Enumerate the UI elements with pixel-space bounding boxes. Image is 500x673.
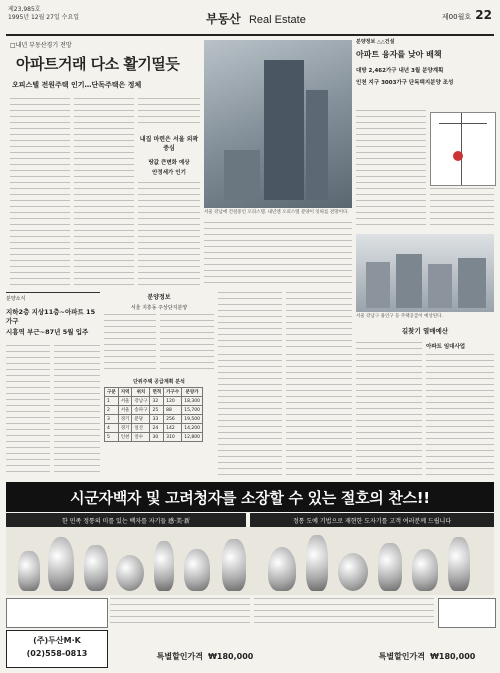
lead-subhead: 오피스텔 전원주택 인기…단독주택은 정체	[12, 81, 142, 89]
table-cell: 서울	[118, 397, 132, 406]
section-title-en: Real Estate	[248, 14, 306, 26]
right-top-line2: 대방 2,462가구 내년 3월 분양계획	[356, 68, 444, 74]
vase-image	[378, 543, 402, 591]
table-cell: 서울	[118, 406, 132, 415]
building-photo	[204, 40, 352, 208]
table-cell: 18,300	[182, 397, 203, 406]
issue-number: 제23,985호	[8, 6, 41, 13]
table-cell: 분당	[132, 415, 150, 424]
ad-price-center	[130, 644, 280, 661]
lead-side-sub2: 안정세가 인기	[152, 170, 186, 176]
table-cell: 310	[164, 433, 182, 442]
table-header-cell: 분양가	[182, 388, 203, 397]
ad-sub-right: 정통 도예 기법으로 재현한 도자기를 고객 여러분께 드립니다	[250, 513, 494, 527]
table-cell: 연수	[132, 433, 150, 442]
table-row	[105, 397, 203, 406]
vase-image	[84, 545, 108, 591]
ad-sub-left: 한 민족 정통의 미를 있는 백자를 자기들 感·美·新	[6, 513, 246, 527]
right-top-body	[356, 110, 426, 230]
table-row	[105, 424, 203, 433]
table-cell: 19,500	[182, 415, 203, 424]
apt-block-4	[458, 258, 486, 308]
table-header-cell: 지역	[118, 388, 132, 397]
apt-block-2	[396, 254, 422, 308]
ad-phone: (02)558-0813	[26, 649, 88, 658]
vase-image	[154, 541, 174, 591]
right-top-line3: 인천 지구 3003가구 단독택지분양 조성	[356, 80, 454, 86]
lead-side-heading-box	[138, 130, 200, 180]
header-rule	[6, 34, 494, 36]
table-cell: 24	[150, 424, 164, 433]
apt-block-3	[428, 264, 452, 308]
vase-image	[306, 535, 328, 591]
table-cell: 256	[164, 415, 182, 424]
vase-image	[412, 549, 438, 591]
page-number-value: 22	[475, 8, 492, 22]
lead-side-sub1: 땅값 큰변화 예상	[148, 160, 190, 166]
tower-shape	[264, 60, 304, 200]
photo-caption: 서울 강남에 건설중인 오피스텔. 내년엔 오피스텔 분양이 잇따를 전망이다.	[204, 210, 349, 215]
table-row	[105, 433, 203, 442]
table-cell: 4	[105, 424, 119, 433]
vase-image	[18, 551, 40, 591]
lead-article-head	[6, 38, 201, 96]
table-cell: 33	[150, 415, 164, 424]
left-lower-headline-2: 시흥역 부근~87년 5월 입주	[6, 328, 89, 336]
table-cell: 송파구	[132, 406, 150, 415]
vase-image	[48, 537, 74, 591]
ad-vase-photo	[6, 527, 494, 595]
table-cell: 142	[164, 424, 182, 433]
page-prefix: 제00월호	[441, 13, 472, 21]
table-cell: 경기	[118, 424, 132, 433]
lead-body-col-3-top	[138, 98, 200, 128]
apartment-caption: 서울 강남구 용인구 등 주택공급이 예상된다.	[356, 314, 443, 319]
right-mid-heading-2: 아파트 임대사업	[426, 344, 466, 350]
table-cell: 15,700	[182, 406, 203, 415]
table-cell: 14,200	[182, 424, 203, 433]
table-cell: 25	[150, 406, 164, 415]
issue-date: 1995년 12월 27일 수요일	[8, 14, 80, 21]
section-title-kr: 부동산	[206, 12, 241, 26]
left-lower-article	[6, 292, 100, 477]
lead-kicker: □내년 부동산경기 전망	[10, 42, 72, 49]
ad-price: ₩180,000	[208, 652, 254, 661]
right-mid-body-1	[356, 342, 422, 476]
right-mid-heading: 길찾기 열매예산	[401, 327, 449, 335]
mid-body-1	[104, 314, 156, 374]
table-cell: 3	[105, 415, 119, 424]
ad-price-right	[360, 644, 494, 661]
ad-company: (주)두산M·K	[33, 636, 81, 645]
lead-body-col-1	[10, 98, 70, 288]
table-cell: 2	[105, 406, 119, 415]
ad-price-label: 특별할인가격	[156, 652, 203, 661]
lead-body-col-2	[74, 98, 134, 288]
left-lower-headline-1: 지하2층 지상11층~아파트 15가구	[6, 308, 96, 325]
vase-image	[184, 549, 210, 591]
right-top-body-2	[430, 188, 494, 230]
lead-body-under-photo	[204, 222, 352, 288]
table-cell: 88	[164, 406, 182, 415]
lead-headline: 아파트거래 다소 활기띨듯	[16, 55, 180, 73]
table-cell: 경기	[118, 415, 132, 424]
table-cell: 32	[150, 397, 164, 406]
table-header-cell: 가구수	[164, 388, 182, 397]
ad-price: ₩180,000	[430, 652, 476, 661]
supply-table-box	[104, 378, 214, 478]
issue-meta	[8, 6, 79, 22]
center-article-body-4	[286, 354, 352, 476]
right-top-headline: 아파트 융자를 낮아 배책	[356, 50, 442, 59]
ad-price-label: 특별할인가격	[378, 652, 425, 661]
center-article-body-2	[286, 292, 352, 350]
lead-body-col-3	[138, 182, 200, 288]
table-row	[105, 415, 203, 424]
supply-table	[104, 387, 203, 442]
table-row	[105, 406, 203, 415]
ad-headline: 시군자백자 및 고려청자를 소장할 수 있는 절호의 찬스!!	[6, 482, 494, 512]
low-building-shape	[224, 150, 260, 200]
left-lower-body-1	[6, 345, 50, 475]
map-marker	[453, 151, 463, 161]
location-map	[430, 112, 496, 186]
section-title	[206, 10, 306, 27]
ad-product-box	[6, 598, 108, 628]
mid-section-label: 분양정보	[147, 294, 171, 301]
table-cell: 1	[105, 397, 119, 406]
table-header-cell: 구분	[105, 388, 119, 397]
vase-image	[116, 555, 144, 591]
supply-table-title: 단위주택 공급계획 분석	[133, 379, 185, 385]
ad-product-box-right	[438, 598, 496, 628]
table-cell: 강남구	[132, 397, 150, 406]
table-header-row	[105, 388, 203, 397]
lead-side-heading: 내집 마련은 서울 외곽 중심	[139, 136, 199, 152]
right-mid-body-2	[426, 354, 494, 476]
table-cell: 30	[150, 433, 164, 442]
ad-text-right	[254, 598, 434, 626]
ad-text-left	[110, 598, 250, 626]
table-header-cell: 위치	[132, 388, 150, 397]
right-top-kicker: 분양정보 △△건설	[356, 39, 395, 45]
map-road	[439, 123, 487, 124]
vase-image	[222, 539, 246, 591]
mid-section-sub: 서울 지흥동 주상단지분양	[130, 305, 188, 311]
table-cell: 120	[164, 397, 182, 406]
table-cell: 일산	[132, 424, 150, 433]
table-cell: 인천	[118, 433, 132, 442]
vase-image	[268, 547, 296, 591]
vase-image	[338, 553, 368, 591]
right-top-article	[356, 38, 494, 108]
table-cell: 12,800	[182, 433, 203, 442]
page-number	[442, 8, 492, 22]
map-road-2	[461, 113, 462, 185]
mid-body-2	[160, 314, 214, 374]
left-lower-label: 분양소식	[6, 296, 26, 302]
table-header-cell: 면적	[150, 388, 164, 397]
apt-block-1	[366, 262, 390, 308]
apartment-photo	[356, 234, 494, 312]
page-header	[6, 4, 494, 34]
mid-section-head	[104, 292, 214, 312]
center-article-body-3	[218, 354, 282, 476]
center-article-body-1	[218, 292, 282, 350]
ad-contact-box	[6, 630, 108, 668]
tower-shape-2	[306, 90, 328, 200]
table-cell: 5	[105, 433, 119, 442]
left-lower-body-2	[54, 345, 100, 475]
vase-image	[448, 537, 470, 591]
